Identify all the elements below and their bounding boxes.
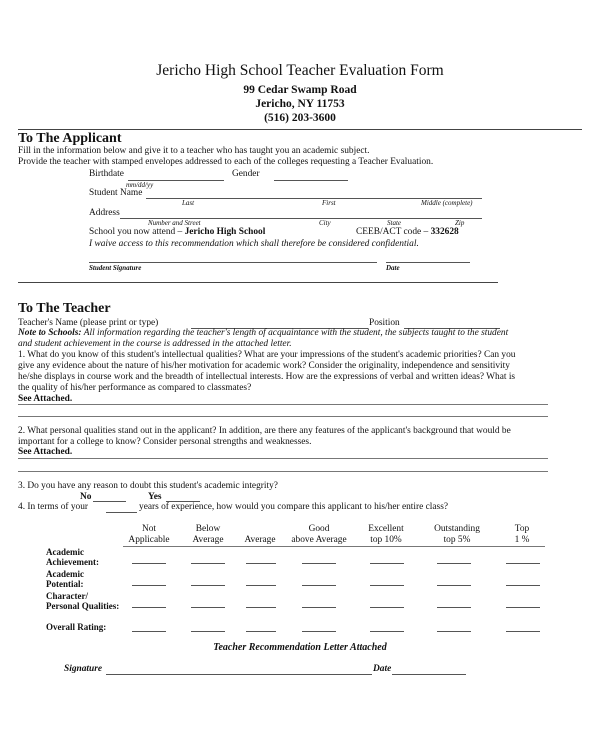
col-below-average-1: Below	[195, 524, 221, 534]
q1-answer-line-2[interactable]	[18, 416, 548, 417]
row-academic-achievement-1: Academic	[46, 547, 84, 557]
footer-date-label: Date	[373, 664, 392, 674]
rating-blank-character-col3[interactable]	[246, 607, 276, 608]
letter-attached: Teacher Recommendation Letter Attached	[213, 642, 387, 653]
rating-blank-character-col1[interactable]	[132, 607, 166, 608]
col-below-average-2: Average	[192, 535, 224, 545]
state-hint: State	[387, 219, 401, 227]
address-label: Address	[89, 208, 120, 218]
col-excellent-1: Excellent	[368, 524, 404, 534]
col-not-applicable-2: Applicable	[128, 535, 170, 545]
zip-hint: Zip	[455, 219, 465, 227]
note-line-1	[18, 328, 508, 338]
teacher-name-label: Teacher's Name (please print or type)	[18, 318, 159, 328]
q1-line-3: he/she displays in course work and the breadth of intellectual interests. How are the expressions of verbal and written ideas? What is	[18, 372, 516, 382]
rating-blank-academic-potential-col3[interactable]	[246, 585, 276, 586]
ceeb-label: CEEB/ACT code –	[356, 227, 429, 237]
q2-line-2: important for a college to know? Consider personal strengths and weaknesses.	[18, 437, 312, 447]
col-outstanding-2: top 5%	[443, 535, 471, 545]
rating-blank-academic-achievement-col4[interactable]	[302, 563, 336, 564]
waiver-text: I waive access to this recommendation which shall therefore be considered confidential.	[89, 239, 419, 249]
rating-blank-academic-potential-col7[interactable]	[506, 585, 540, 586]
rating-blank-academic-potential-col1[interactable]	[132, 585, 166, 586]
row-overall-rating: Overall Rating:	[46, 622, 107, 632]
footer-date-field[interactable]	[392, 674, 466, 675]
applicant-intro-2: Provide the teacher with stamped envelopes addressed to each of the colleges requesting a Teacher Evaluation.	[18, 157, 434, 167]
rating-blank-overall-col3[interactable]	[246, 631, 276, 632]
col-top-1: Top	[514, 524, 530, 534]
q4-label-b: years of experience, how would you compare this applicant to his/her entire class?	[139, 502, 449, 512]
note-text-1: All information regarding the teacher's length of acquaintance with the student, the subjects taught to the student	[83, 328, 509, 338]
rating-blank-overall-col2[interactable]	[191, 631, 225, 632]
col-good-2: above Average	[291, 535, 347, 545]
student-date-hint: Date	[386, 264, 400, 272]
student-signature-hint: Student Signature	[89, 264, 142, 272]
ceeb-code: 332628	[430, 227, 459, 237]
first-hint: First	[322, 199, 336, 207]
no-field[interactable]	[93, 501, 126, 502]
rating-blank-overall-col7[interactable]	[506, 631, 540, 632]
street-hint: Number and Street	[148, 219, 201, 227]
ratings-header-rule	[123, 546, 545, 547]
row-academic-achievement-2: Achievement:	[46, 557, 99, 567]
col-average-2: Average	[244, 535, 276, 545]
applicant-heading: To The Applicant	[18, 131, 122, 146]
years-field[interactable]	[106, 512, 137, 513]
rating-blank-academic-potential-col4[interactable]	[302, 585, 336, 586]
form-title: Jericho High School Teacher Evaluation Form	[156, 62, 444, 79]
no-label: No	[80, 492, 92, 502]
middle-hint: Middle (complete)	[421, 199, 473, 207]
q3-text: 3. Do you have any reason to doubt this student's academic integrity?	[18, 481, 278, 491]
q2-see-attached: See Attached.	[18, 447, 73, 457]
col-not-applicable-1: Not	[141, 524, 157, 534]
rating-blank-character-col5[interactable]	[370, 607, 404, 608]
gender-label: Gender	[232, 169, 260, 179]
q1-line-1: 1. What do you know of this student's intellectual qualities? What are your impressions of the student's academic priorities? Can you	[18, 350, 516, 360]
ceeb-line	[356, 227, 459, 237]
rating-blank-overall-col1[interactable]	[132, 631, 166, 632]
q1-answer-line-1[interactable]	[18, 404, 548, 405]
q1-see-attached: See Attached.	[18, 394, 73, 404]
rating-blank-character-col4[interactable]	[302, 607, 336, 608]
yes-label: Yes	[148, 492, 162, 502]
q2-answer-line-2[interactable]	[18, 471, 548, 472]
city-hint: City	[319, 219, 331, 227]
rating-blank-academic-potential-col6[interactable]	[437, 585, 471, 586]
q4-label-a: 4. In terms of your	[18, 502, 89, 512]
rating-blank-character-col6[interactable]	[437, 607, 471, 608]
rating-blank-overall-col5[interactable]	[370, 631, 404, 632]
col-good-1: Good	[308, 524, 330, 534]
rating-blank-academic-achievement-col3[interactable]	[246, 563, 276, 564]
applicant-divider	[18, 282, 498, 283]
rating-blank-academic-potential-col5[interactable]	[370, 585, 404, 586]
q1-line-4: the quality of his/her performance as compared to classmates?	[18, 383, 252, 393]
mmddyy-hint: mm/dd/yy	[126, 181, 154, 189]
applicant-intro-1: Fill in the information below and give it to a teacher who has taught you an academic subject.	[18, 146, 370, 156]
q1-line-2: give any evidence about the nature of his/her motivation for academic work? Consider the originality, independence and sensitivity	[18, 361, 510, 371]
signature-label: Signature	[64, 664, 103, 674]
rating-blank-overall-col4[interactable]	[302, 631, 336, 632]
header-divider	[18, 129, 582, 130]
rating-blank-academic-achievement-col1[interactable]	[132, 563, 166, 564]
row-character-1: Character/	[46, 591, 88, 601]
gender-field[interactable]	[274, 180, 348, 181]
rating-blank-academic-achievement-col5[interactable]	[370, 563, 404, 564]
row-character-2: Personal Qualities:	[46, 601, 120, 611]
teacher-signature-field[interactable]	[106, 674, 372, 675]
school-attend-label: School you now attend –	[89, 227, 183, 237]
row-academic-potential-1: Academic	[46, 569, 84, 579]
student-signature-field[interactable]	[89, 262, 377, 263]
rating-blank-academic-achievement-col7[interactable]	[506, 563, 540, 564]
note-line-2: and student achievement in the course is addressed in the attached letter.	[18, 339, 292, 349]
col-outstanding-1: Outstanding	[434, 524, 480, 534]
school-phone: (516) 203-3600	[264, 112, 336, 124]
rating-blank-academic-potential-col2[interactable]	[191, 585, 225, 586]
rating-blank-character-col2[interactable]	[191, 607, 225, 608]
birthdate-label: Birthdate	[89, 169, 124, 179]
student-name-label: Student Name	[89, 188, 143, 198]
position-label: Position	[369, 318, 400, 328]
col-top-2: 1 %	[514, 535, 530, 545]
teacher-heading: To The Teacher	[18, 301, 111, 316]
school-attend-line	[89, 227, 265, 237]
row-academic-potential-2: Potential:	[46, 579, 84, 589]
school-street: 99 Cedar Swamp Road	[243, 84, 357, 96]
student-date-field[interactable]	[386, 262, 470, 263]
rating-blank-academic-achievement-col2[interactable]	[191, 563, 225, 564]
note-bold: Note to Schools:	[18, 328, 82, 338]
rating-blank-academic-achievement-col6[interactable]	[437, 563, 471, 564]
last-hint: Last	[182, 199, 195, 207]
school-city: Jericho, NY 11753	[255, 98, 345, 110]
rating-blank-character-col7[interactable]	[506, 607, 540, 608]
col-excellent-2: top 10%	[370, 535, 402, 545]
q2-line-1: 2. What personal qualities stand out in the applicant? In addition, are there any features of the applicant's background that would be	[18, 426, 511, 436]
q2-answer-line-1[interactable]	[18, 458, 548, 459]
school-attend-name: Jericho High School	[184, 227, 266, 237]
rating-blank-overall-col6[interactable]	[437, 631, 471, 632]
